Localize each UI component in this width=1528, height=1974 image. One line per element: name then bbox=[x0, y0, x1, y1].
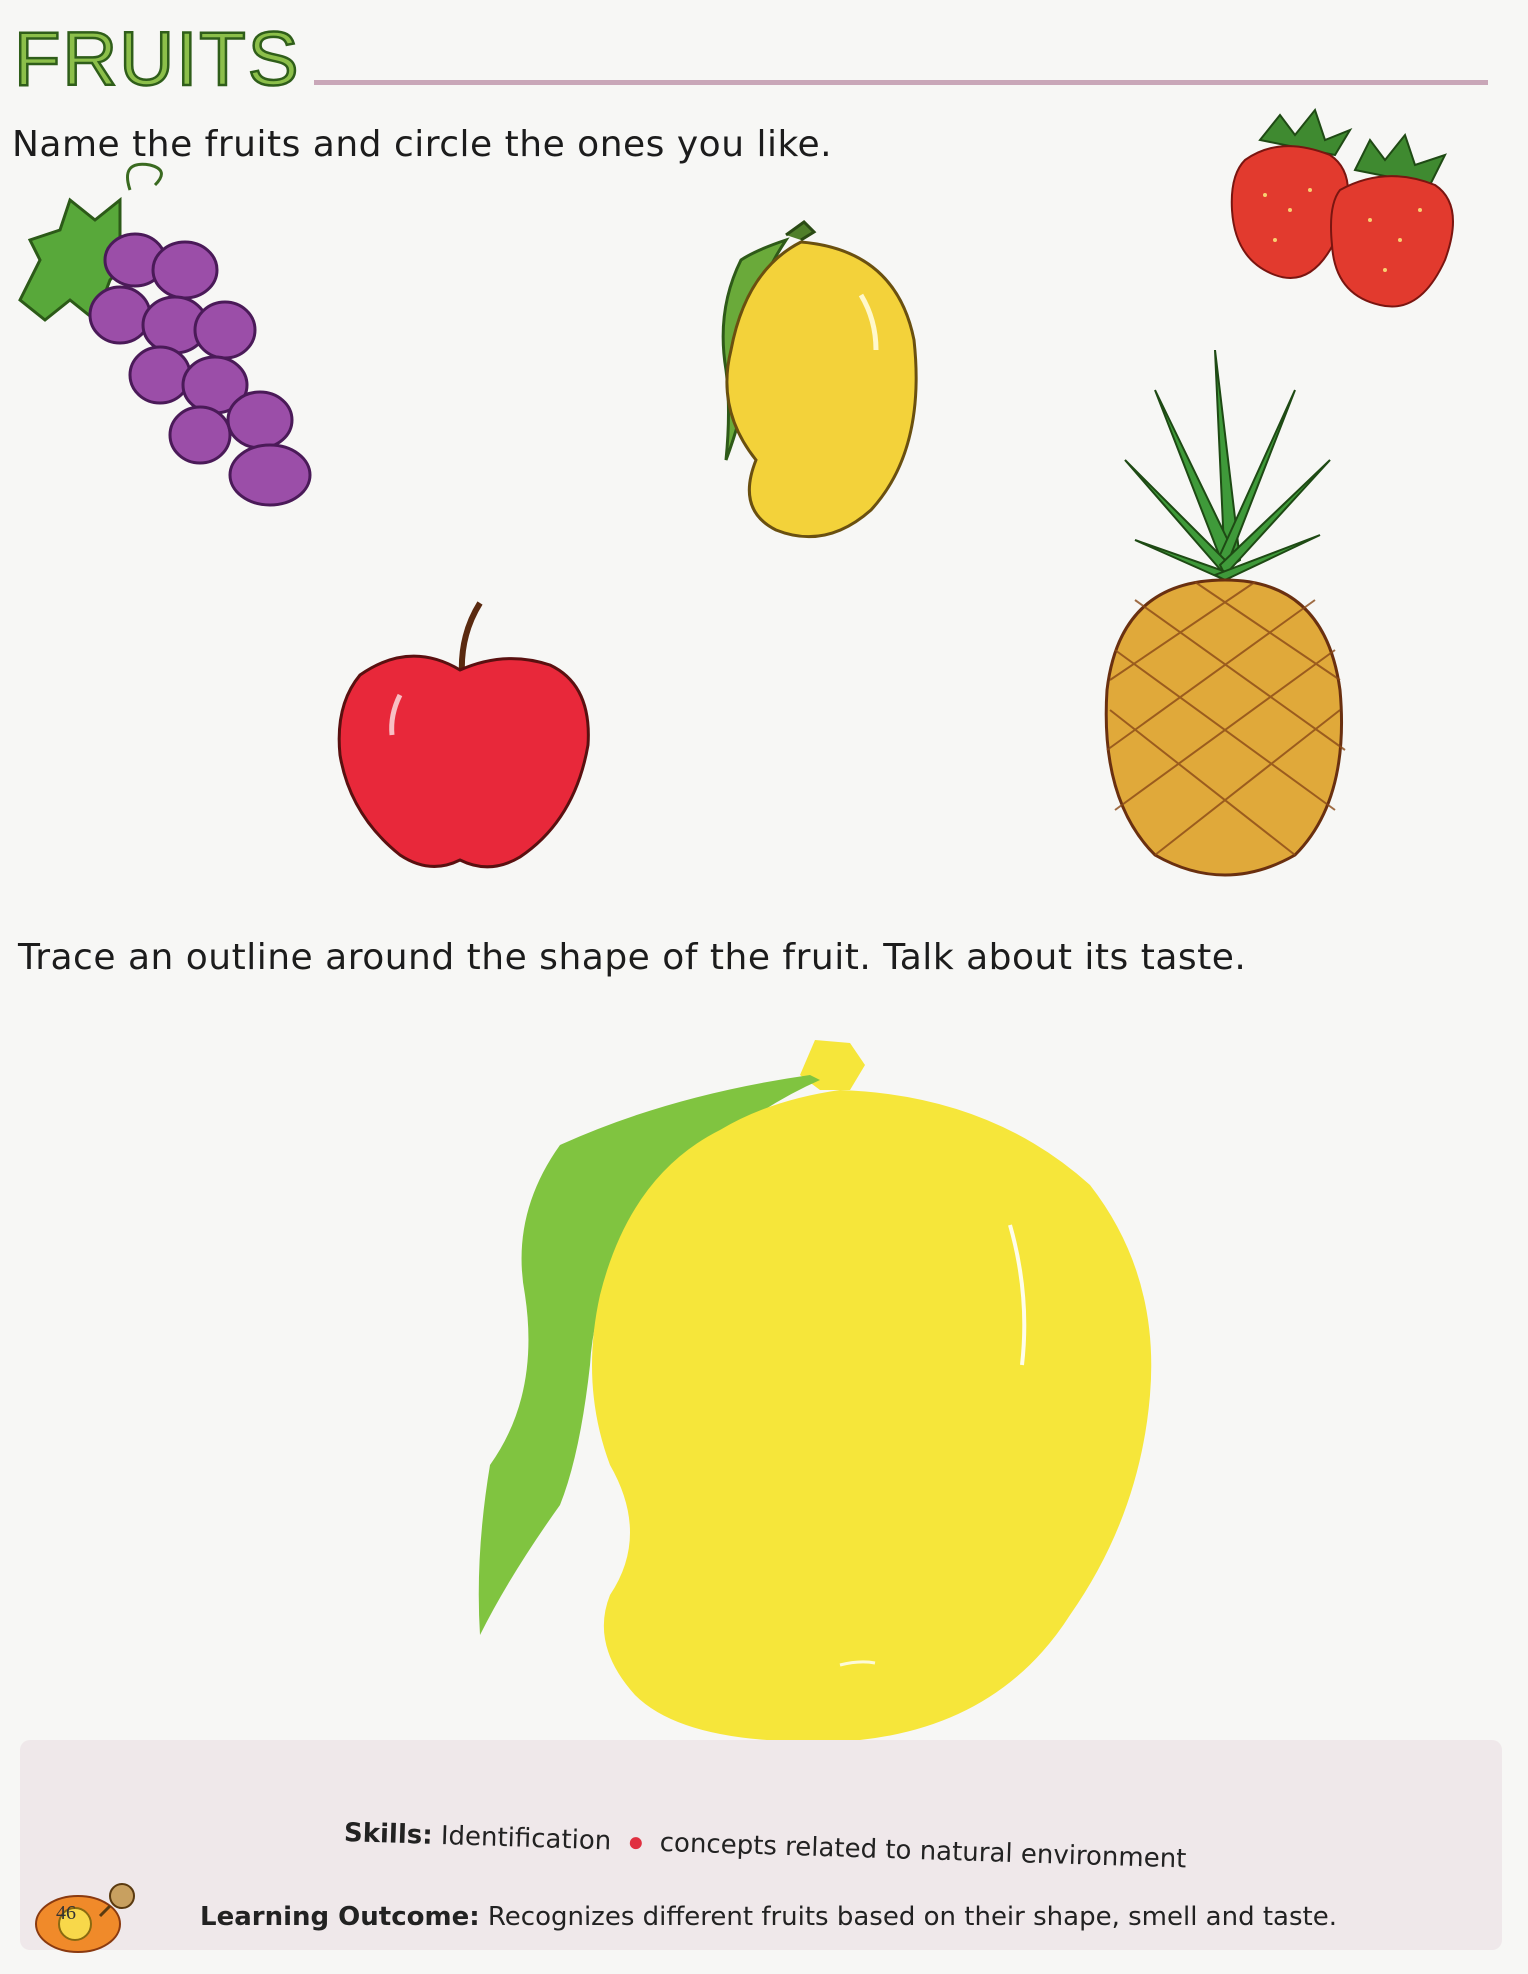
strawberries-illustration[interactable] bbox=[1220, 100, 1480, 320]
instruction-name-fruits: Name the fruits and circle the ones you like. bbox=[12, 124, 833, 165]
outcome-text: Recognizes different fruits based on their shape, smell and taste. bbox=[487, 1902, 1337, 1932]
turtle-page-badge-icon bbox=[30, 1866, 140, 1956]
tracing-mango-shape[interactable] bbox=[470, 1035, 1210, 1765]
outcome-label: Learning Outcome: bbox=[200, 1902, 480, 1932]
skills-concepts: concepts related to natural environment bbox=[659, 1827, 1187, 1875]
bullet-dot-icon bbox=[629, 1836, 641, 1848]
instruction-trace-outline: Trace an outline around the shape of the fruit. Talk about its taste. bbox=[18, 937, 1247, 978]
skills-identification: Identification bbox=[440, 1821, 612, 1857]
mango-illustration[interactable] bbox=[636, 210, 936, 560]
pineapple-illustration[interactable] bbox=[1095, 350, 1355, 890]
learning-outcome-line bbox=[200, 1902, 1337, 1932]
skills-label: Skills: bbox=[343, 1818, 434, 1851]
apple-illustration[interactable] bbox=[330, 595, 600, 875]
page-title: FRUITS bbox=[14, 17, 301, 102]
page-number: 46 bbox=[56, 1902, 76, 1924]
title-divider bbox=[314, 80, 1488, 85]
grapes-illustration[interactable] bbox=[0, 150, 320, 530]
